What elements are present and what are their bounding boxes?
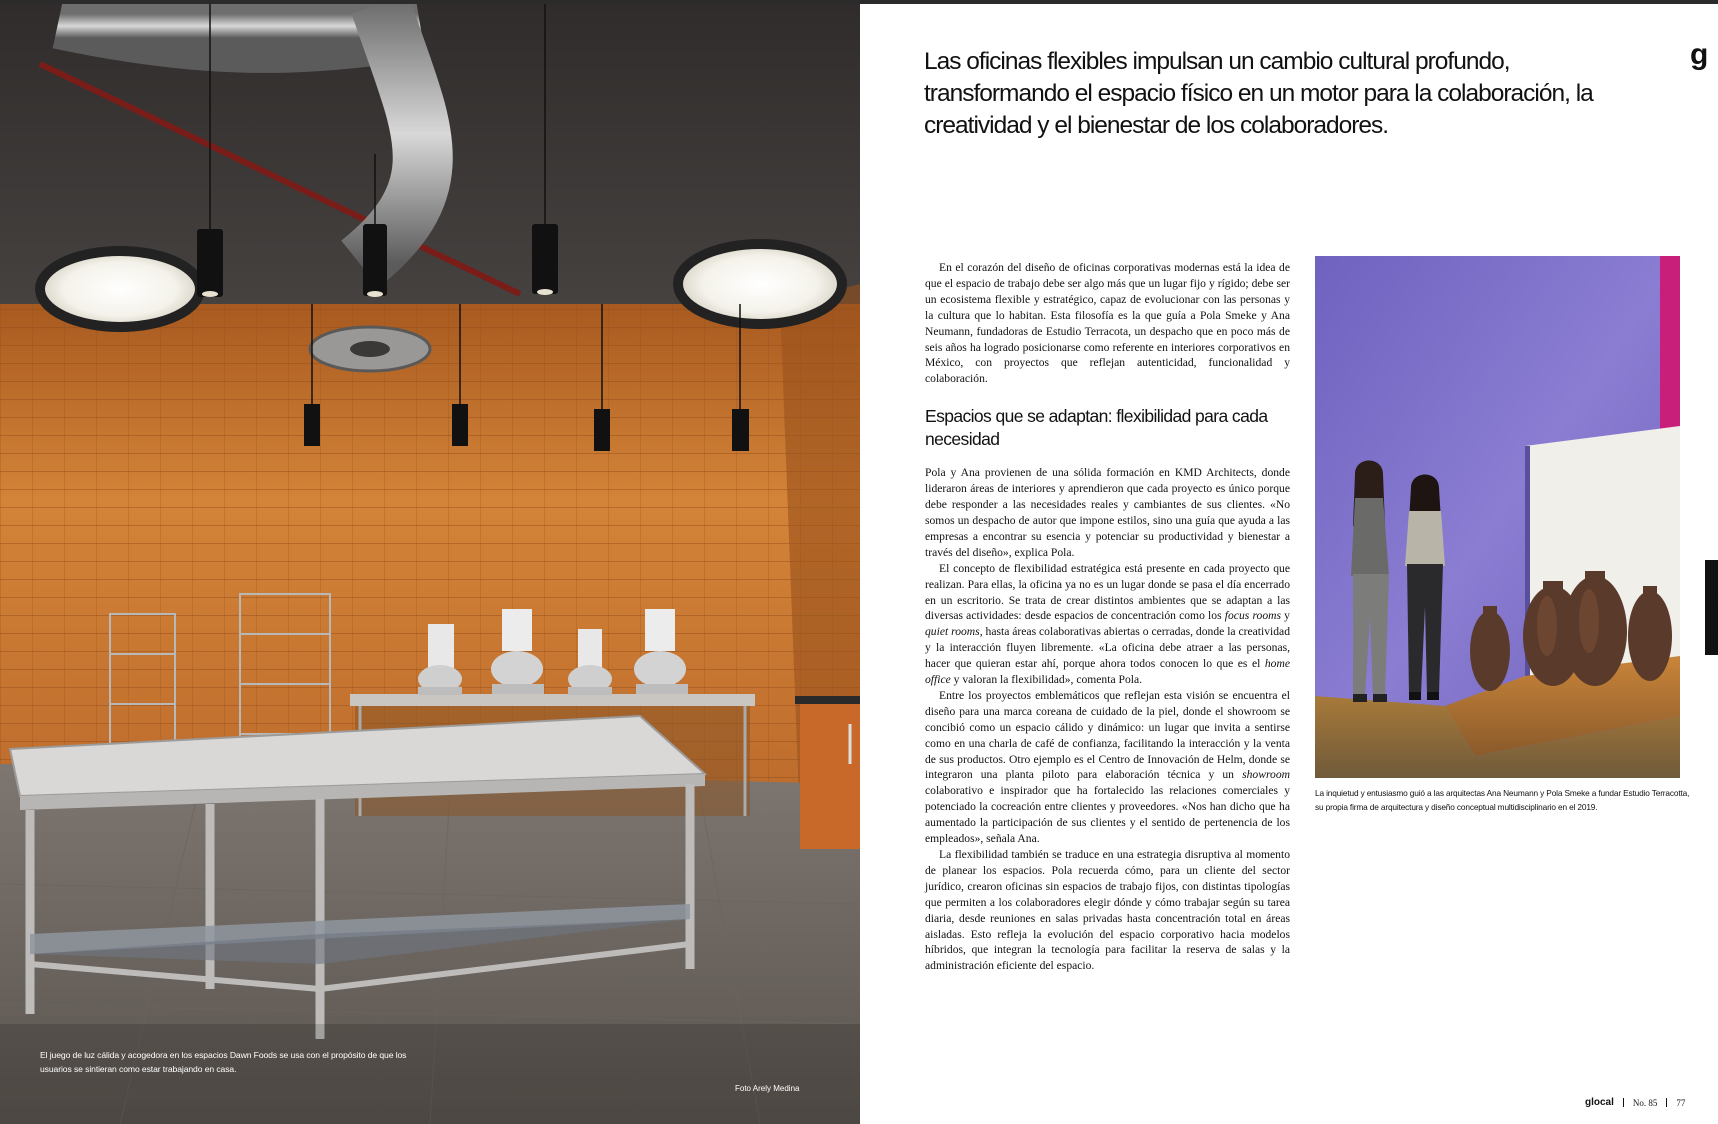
article-paragraph: Pola y Ana provienen de una sólida formación en KMD Architects, donde lideraron áreas de interiores y aprendieron que cada proyecto es único porque debe responder a las necesidades reales y cambiantes de sus clientes. «No somos un despacho de autor que impone estilos, sino una guía que ayuda a las empresas a encontrar su esencia y potenciar su productividad y bienestar a través del diseño», explica Pola. [925, 466, 1290, 559]
photo-caption: El juego de luz cálida y acogedora en los espacios Dawn Foods se usa con el propósito de que los usuarios se sintieran como estar trabajando en casa. [40, 1050, 407, 1074]
footer-page-number: 77 [1676, 1097, 1686, 1108]
kitchen-photo [0, 4, 860, 1124]
architects-portrait-photo [1315, 256, 1680, 778]
article-body [925, 260, 1290, 974]
footer-separator [1666, 1098, 1667, 1107]
footer-separator [1623, 1098, 1624, 1107]
page-footer [1585, 1097, 1685, 1108]
footer-issue: No. 85 [1632, 1097, 1658, 1108]
pull-quote: Las oficinas flexibles impulsan un cambio cultural profundo, transformando el espacio físico en un motor para la colaboración, la creatividad y el bienestar de los colaboradores. [924, 48, 1593, 139]
section-tab-label: 07 / Especial [1709, 592, 1718, 634]
article-paragraph: El concepto de flexibilidad estratégica está presente en cada proyecto que realizan. Para ellas, la oficina ya no es un lugar donde se pasa el día encerrado en un escritorio. Se trata de crear distintos ambientes que se adaptan a las diversas actividades: desde espacios de concentración como los focus rooms y quiet rooms, hasta áreas colaborativas abiertas o cerradas, donde la creatividad y la interacción fluyen libremente. «La oficina debe atraer a las personas, hacer que quieran estar ahí, porque ahora todos conocen lo que es el home office y valoran la flexibilidad», comenta Pola. [925, 561, 1291, 687]
portrait-illustration [1315, 256, 1680, 778]
article-intro: En el corazón del diseño de oficinas corporativas modernas está la idea de que el espacio de trabajo debe ser algo más que un lugar fijo y rígido; debe ser un ecosistema flexible y estratégico, capaz de evolucionar con las personas y la cultura que lo habitan. Esta filosofía es la que guía a Pola Smeke y Ana Neumann, fundadoras de Estudio Terracota, un despacho que en poco más de seis años ha logrado posicionarse como referente en interiores corporativos en México, con proyectos que reflejan autenticidad, funcionalidad y colaboración. [925, 261, 1290, 386]
article-paragraph: La flexibilidad también se traduce en una estrategia disruptiva al momento de planear los espacios. Pola recuerda cómo, para un cliente del sector jurídico, crearon oficinas sin espacios de trabajo fijos, con distintas tipologías que permiten a los colaboradores elegir dónde y cómo trabajar según su tarea diaria, desde reuniones en salas privadas hasta concentración total en áreas aisladas. Esto refleja la evolución del espacio corporativo hacia modelos híbridos, que integran la tecnología para facilitar la reserva de salas y la administración eficiente del espacio. [925, 848, 1290, 973]
magazine-logo-mark: g [1690, 38, 1709, 71]
portrait-caption: La inquietud y entusiasmo guió a las arquitectas Ana Neumann y Pola Smeke a fundar Estudio Terracotta, su propia firma de arquitectura y diseño conceptual multidisciplinario en el 2019. [1315, 788, 1690, 812]
footer-brand: glocal [1585, 1097, 1614, 1108]
article-paragraph: Entre los proyectos emblemáticos que reflejan esta visión se encuentra el diseño para una marca coreana de cuidado de la piel, donde el showroom se concibió como un espacio cálido y dinámico: un lugar que invita a sentirse como en una charla de café de confianza, facilitando la interacción y la venta de sus productos. Otro ejemplo es el Centro de Innovación de Helm, donde se integraron una planta piloto para elaboración técnica y un showroom colaborativo e inspirador que ha fortalecido las relaciones comerciales y potenciado la cocreación entre clientes y proveedores. «Nos han dicho que ha aumentado la participación de sus clientes y el sentido de pertenencia de los empleados», señala Ana. [925, 688, 1290, 846]
kitchen-illustration [0, 4, 860, 1124]
article-subheading: Espacios que se adaptan: flexibilidad para cada necesidad [925, 406, 1268, 450]
photo-credit: Foto Arely Medina [735, 1084, 800, 1093]
